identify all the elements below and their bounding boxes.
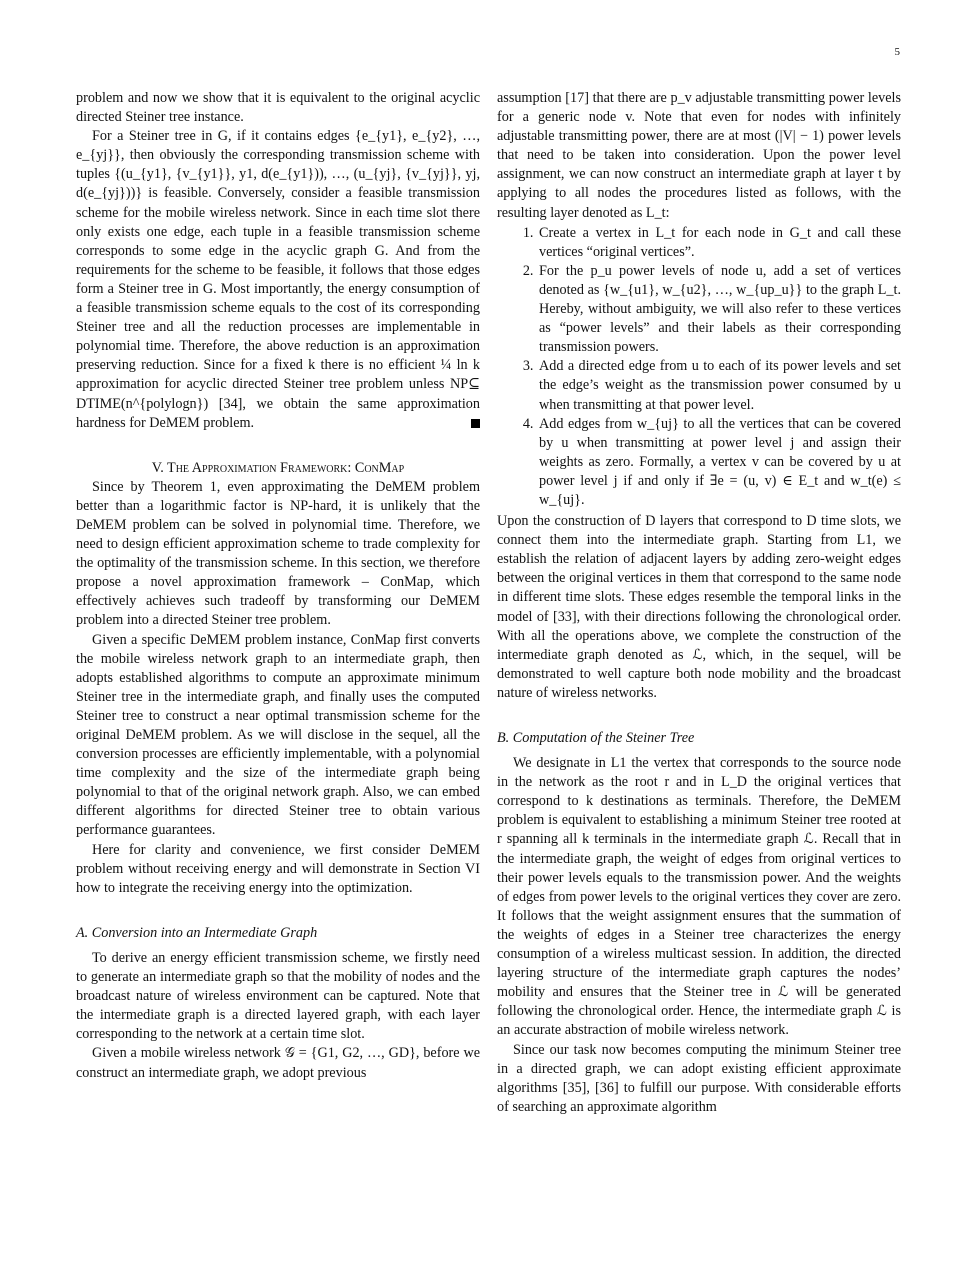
list-item: 3. Add a directed edge from u to each of its power levels and set the edge’s weight as the transmission power consumed by u when transmitting at that power level. [537, 357, 901, 414]
paragraph: Upon the construction of D layers that correspond to D time slots, we connect them into the intermediate graph. Starting from L1, we establish the relation of adjacent layers by adding zero-weight edges between the original vertices in them that correspond to the same node in different time slots. These edges resemble the temporal links in the model of [33], with their directions following the chronological order. With all the operations above, we complete the construction of the intermediate graph denoted as ℒ, which, in the sequel, will be demonstrated to well capture both node mobility and the broadcast nature of wireless networks. [497, 513, 901, 701]
list-item: 1. Create a vertex in L_t for each node in G_t and call these vertices “original vertices”. [537, 224, 901, 262]
paragraph: Since our task now becomes computing the minimum Steiner tree in a directed graph, we can adopt existing efficient approximate algorithms [35], [36] to fulfill our purpose. With considerable efforts of searching an approximate algorithm [497, 1041, 901, 1115]
paragraph-text: For a Steiner tree in G, if it contains edges {e_{y1}, e_{y2}, …, e_{yj}}, then obviously the corresponding transmission scheme with tuples {(u_{y1}, {v_{y1}}, y1, d(e_{y1})), …, (u_{yj}, {v_{yj}}, yj, d(e_{yj}))} is feasible. Conversely, consider a feasible transmission scheme for the mobile wireless network. Since in each time slot there only exists one edge, each tuple in a feasible transmission scheme corresponds to some edge in the acyclic graph G. And from the requirements for the scheme to be feasible, it follows that those edges form a Steiner tree in G. Most importantly, the energy consumption of a feasible transmission scheme equals to the cost of its corresponding Steiner tree and all the reduction processes are implementable in polynomial time. Therefore, the above reduction is an approximation preserving reduction. Since for a fixed k there is no efficient ¼ ln k approximation for acyclic directed Steiner tree problem unless NP⊆ DTIME(n^{polylogn}) [34], we obtain the same approximation hardness for DeMEM problem. [76, 128, 480, 431]
subsection-title: B. Computation of the Steiner Tree [497, 730, 695, 746]
page-number: 5 [894, 46, 900, 58]
list-item: 4. Add edges from w_{uj} to all the vertices that can be covered by u when transmitting at power level j and assign their weights as zero. Formally, a vertex v can be covered by u at power level j if and only if ∃e = (u, v) ∈ E_t and w_t(e) ≤ w_{uj}. [537, 415, 901, 510]
paragraph: Here for clarity and convenience, we first consider DeMEM problem without receiving energy and will demonstrate in Section VI how to integrate the receiving energy into the optimization. [76, 841, 480, 896]
procedure-list [497, 224, 901, 510]
paragraph [76, 127, 480, 433]
paragraph: Since by Theorem 1, even approximating the DeMEM problem better than a logarithmic factor is NP-hard, it is unlikely that the DeMEM problem can be solved in polynomial time. Therefore, we need to design efficient approximation scheme to trade complexity for the optimality of the transmission scheme. In this section, we therefore propose a novel approximation framework – ConMap, which effectively achieves such tradeoff by transforming our DeMEM problem into a directed Steiner tree problem. [76, 478, 480, 629]
paragraph: Given a mobile wireless network 𝒢 = {G1, G2, …, GD}, before we construct an intermediate graph, we adopt previous [76, 1045, 480, 1081]
paragraph: To derive an energy efficient transmission scheme, we firstly need to generate an intermediate graph so that the mobility of nodes and the broadcast nature of wireless environment can be captured. Note that the intermediate graph is a directed layered graph, with each layer corresponding to the network at a certain time slot. [76, 949, 480, 1043]
list-item: 2. For the p_u power levels of node u, add a set of vertices denoted as {w_{u1}, w_{u2}, …, w_{up_u}} to the graph L_t. Hereby, without ambiguity, we will also refer to these vertices as “power levels” and their labels as their corresponding transmission powers. [537, 262, 901, 357]
left-column [76, 89, 480, 1083]
paragraph: We designate in L1 the vertex that corresponds to the source node in the network as the root r and in L_D the original vertices that correspond to k destinations as terminals. Therefore, the DeMEM problem is equivalent to establishing a minimum Steiner tree rooted at r spanning all k terminals in the intermediate graph ℒ. Recall that in the intermediate graph, the weight of edges from original vertices to their power levels equals to the transmission power. And the weights of edges from power levels to the original vertices they cover are zero. It follows that the weight assignment ensures that the summation of the weights of edges in a Steiner tree characterizes the energy consumption of a wireless multicast session. In addition, the directed layering structure of the intermediate graph captures the nodes’ mobility and ensures that the Steiner tree in ℒ will be generated following the chronological order. Hence, the intermediate graph ℒ is an accurate abstraction of mobile wireless network. [497, 755, 901, 1039]
subsection-title: A. Conversion into an Intermediate Graph [76, 924, 318, 941]
right-column [497, 89, 901, 1117]
paragraph: Given a specific DeMEM problem instance, ConMap first converts the mobile wireless network graph to an intermediate graph, then adopts established algorithms to compute an approximate minimum Steiner tree in the intermediate graph, and finally uses the computed Steiner tree to construct a near optimal transmission scheme for the original DeMEM problem. As we will disclose in the sequel, all the conversion processes are efficiently implementable, with a polynomial time complexity and the size of the intermediate graph being polynomial to that of the original network graph. Also, we can embed different algorithms for directed Steiner tree to obtain various performance guarantees. [76, 631, 480, 839]
paragraph: problem and now we show that it is equivalent to the original acyclic directed Steiner tree instance. [76, 90, 480, 126]
paragraph: assumption [17] that there are p_v adjustable transmitting power levels for a generic node v. Note that even for nodes with infinitely adjustable transmitting power, there are at most (|V| − 1) power levels that need to be taken into consideration. Upon the power level assignment, we can now construct an intermediate graph at layer t by applying to all nodes the procedures listed as follows, with the resulting layer denoted as L_t: [497, 90, 901, 221]
section-title: V. The Approximation Framework: ConMap [151, 459, 405, 476]
qed-square-icon [471, 419, 480, 428]
